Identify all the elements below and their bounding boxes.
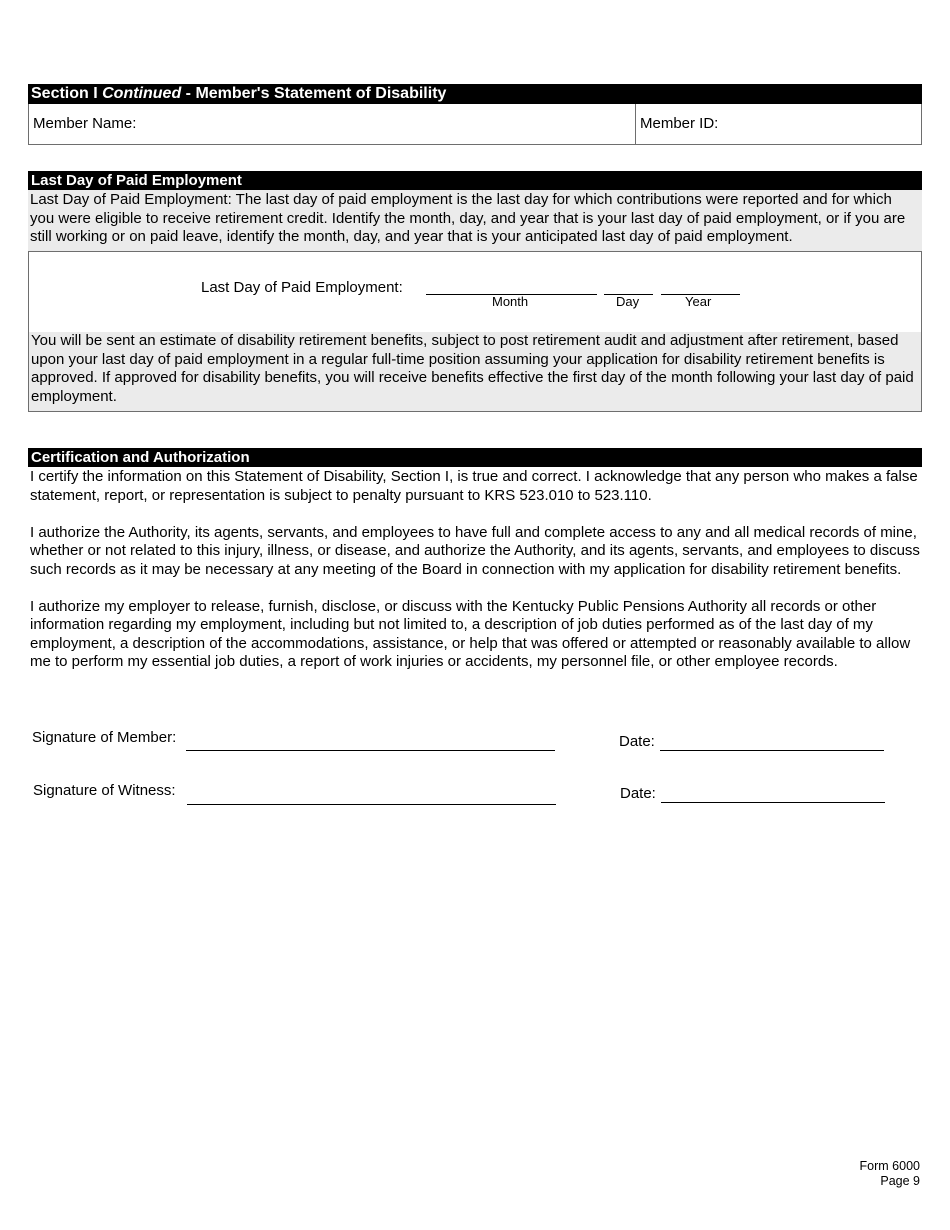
year-label: Year <box>685 294 712 309</box>
witness-signature-label: Signature of Witness: <box>33 782 176 799</box>
certification-header <box>28 448 922 467</box>
last-day-description-box <box>28 190 922 252</box>
member-signature-line[interactable] <box>186 728 555 751</box>
section-header-italic: Continued <box>102 85 182 102</box>
member-id-cell[interactable] <box>635 104 922 145</box>
last-day-title: Last Day of Paid Employment <box>31 172 242 189</box>
month-label: Month <box>492 294 529 309</box>
last-day-notice: You will be sent an estimate of disability retirement benefits, subject to post retirement audit and adjustment after retirement, based upon your last day of paid employment in a regular full-time position assuming your application for disability retirement benefits is approved. If approved for disability benefits, you will receive benefits effective the first day of the month following your last day of paid employment. <box>31 332 914 405</box>
section-header-prefix: Section I <box>31 85 103 102</box>
last-day-notice-box <box>28 332 922 412</box>
member-name-cell[interactable] <box>28 104 636 145</box>
month-line[interactable] <box>426 272 597 295</box>
witness-date-label: Date: <box>620 785 656 802</box>
certification-body <box>30 468 920 672</box>
last-day-description: Last Day of Paid Employment: The last day of paid employment is the last day for which contributions were reported and for which you were eligible to receive retirement credit. Identify the month, day, and year that is your last day of paid employment, or if you are still working or on paid leave, identify the month, day, and year that is your anticipated last day of paid employment. <box>30 191 906 245</box>
witness-date-line[interactable] <box>661 780 885 803</box>
day-line[interactable] <box>604 272 653 295</box>
year-line[interactable] <box>661 272 740 295</box>
month-input[interactable] <box>426 272 597 292</box>
member-name-input[interactable] <box>144 113 624 133</box>
section-header-suffix: - Member's Statement of Disability <box>181 85 447 102</box>
member-name-label: Member Name: <box>33 115 137 132</box>
member-id-label: Member ID: <box>640 115 719 132</box>
certification-paragraph-3: I authorize my employer to release, furnish, disclose, or discuss with the Kentucky Public Pensions Authority all records or other information regarding my employment, including but not limited to, a description of job duties performed as of the last day of my employment, a description of the accommodations, assistance, or help that was offered or attempted or reasonably available to allow me to perform my essential job duties, a report of work injuries or accidents, my personnel file, or other employee records. <box>30 597 911 670</box>
last-day-entry-box <box>28 251 922 333</box>
year-input[interactable] <box>661 272 740 292</box>
member-id-input[interactable] <box>728 113 913 133</box>
last-day-field-label: Last Day of Paid Employment: <box>201 279 403 296</box>
member-date-line[interactable] <box>660 728 884 751</box>
witness-signature-line[interactable] <box>187 782 556 805</box>
page-footer <box>800 1159 920 1189</box>
footer-page-number: Page 9 <box>880 1174 920 1188</box>
certification-title: Certification and Authorization <box>31 449 250 466</box>
member-date-label: Date: <box>619 733 655 750</box>
certification-paragraph-1: I certify the information on this Statement of Disability, Section I, is true and correct. I acknowledge that any person who makes a false statement, report, or representation is subject to penalty pursuant to KRS 523.010 to 523.110. <box>30 468 918 504</box>
day-input[interactable] <box>604 272 653 292</box>
day-label: Day <box>616 294 640 309</box>
section-header <box>28 84 922 104</box>
member-signature-label: Signature of Member: <box>32 729 177 746</box>
certification-paragraph-2: I authorize the Authority, its agents, servants, and employees to have full and complete access to any and all medical records of mine, whether or not related to this injury, illness, or disease, and authorize the Authority, and its agents, servants, and employees to discuss such records as it may be necessary at any meeting of the Board in connection with my application for disability retirement benefits. <box>30 523 920 578</box>
footer-form-number: Form 6000 <box>859 1159 920 1173</box>
last-day-header <box>28 171 922 190</box>
